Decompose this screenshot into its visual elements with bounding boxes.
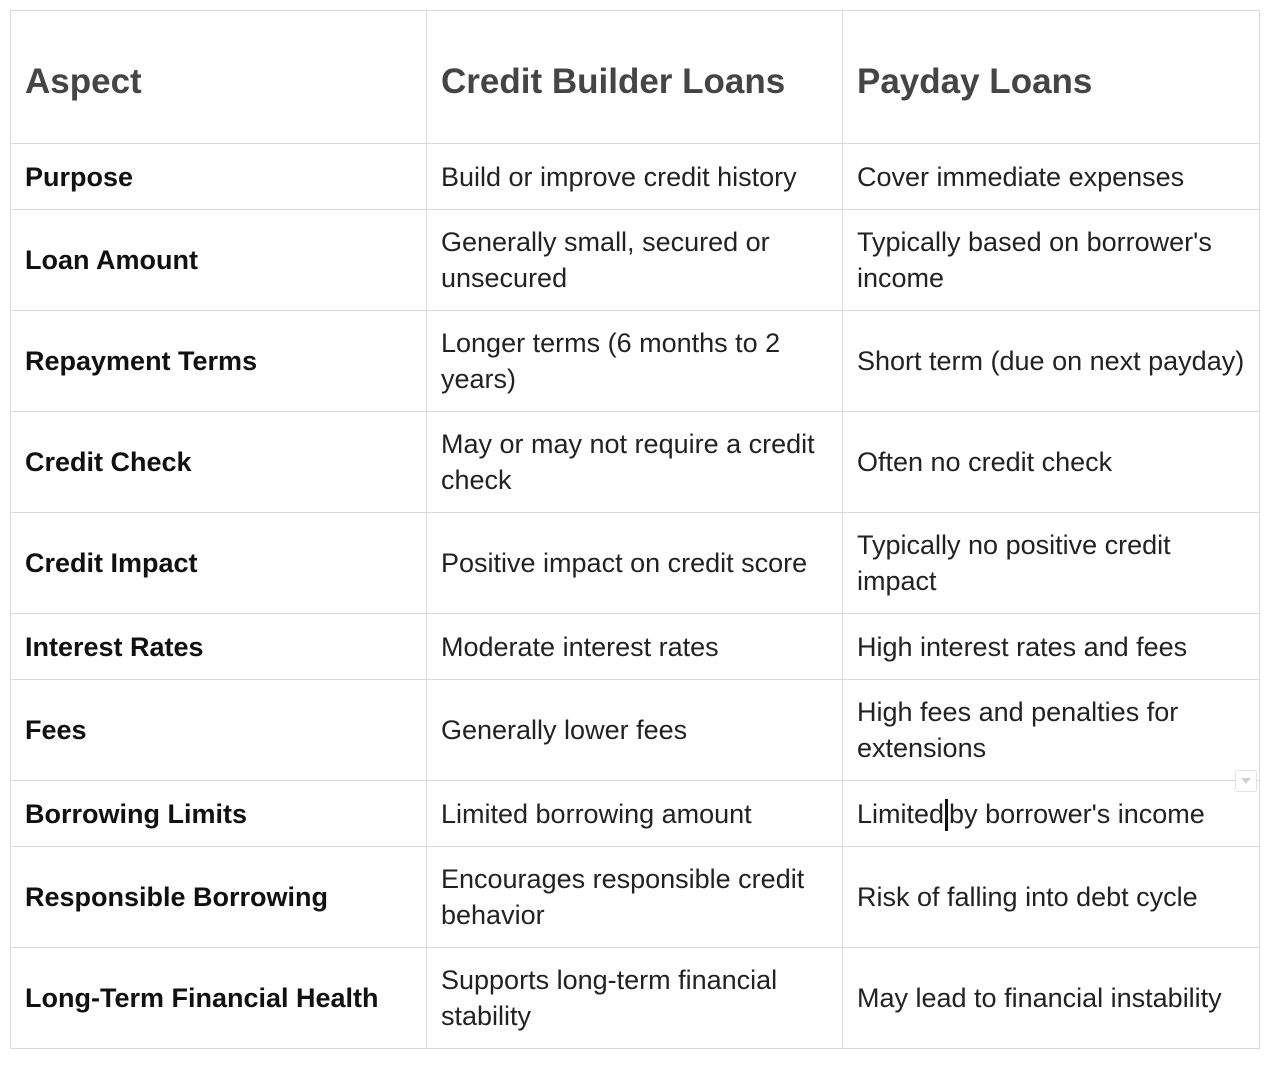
payday-cell-active[interactable] [843,781,1260,847]
comparison-table-container [10,10,1260,1049]
table-row [11,412,1260,513]
header-cell-aspect[interactable]: Aspect [11,11,427,144]
active-cell-content [857,796,1245,832]
payday-cell[interactable]: Short term (due on next payday) [843,311,1260,412]
table-row [11,614,1260,680]
table-row [11,781,1260,847]
table-row [11,210,1260,311]
aspect-cell[interactable]: Responsible Borrowing [11,847,427,948]
aspect-cell[interactable]: Repayment Terms [11,311,427,412]
cell-dropdown-arrow-icon[interactable] [1235,770,1257,792]
aspect-cell[interactable]: Borrowing Limits [11,781,427,847]
credit-builder-cell[interactable]: Generally lower fees [427,680,843,781]
credit-builder-cell[interactable]: Moderate interest rates [427,614,843,680]
payday-cell[interactable]: Cover immediate expenses [843,144,1260,210]
credit-builder-cell[interactable]: Encourages responsible credit behavior [427,847,843,948]
aspect-cell[interactable]: Purpose [11,144,427,210]
credit-builder-cell[interactable]: Build or improve credit history [427,144,843,210]
table-row [11,847,1260,948]
comparison-table [10,10,1260,1049]
payday-cell[interactable]: High interest rates and fees [843,614,1260,680]
payday-cell[interactable]: Typically based on borrower's income [843,210,1260,311]
cell-text-before-cursor: Limited [857,798,945,829]
payday-cell[interactable]: Risk of falling into debt cycle [843,847,1260,948]
payday-cell[interactable]: Often no credit check [843,412,1260,513]
table-row [11,680,1260,781]
payday-cell[interactable]: May lead to financial instability [843,948,1260,1049]
payday-cell[interactable]: Typically no positive credit impact [843,513,1260,614]
credit-builder-cell[interactable]: Longer terms (6 months to 2 years) [427,311,843,412]
header-cell-credit-builder-loans[interactable]: Credit Builder Loans [427,11,843,144]
cell-text-after-cursor: by borrower's income [949,798,1205,829]
aspect-cell[interactable]: Long-Term Financial Health [11,948,427,1049]
aspect-cell[interactable]: Credit Check [11,412,427,513]
table-row [11,144,1260,210]
aspect-cell[interactable]: Fees [11,680,427,781]
table-row [11,311,1260,412]
credit-builder-cell[interactable]: Limited borrowing amount [427,781,843,847]
text-cursor [945,799,948,831]
header-cell-payday-loans[interactable]: Payday Loans [843,11,1260,144]
table-row [11,948,1260,1049]
credit-builder-cell[interactable]: Supports long-term financial stability [427,948,843,1049]
aspect-cell[interactable]: Credit Impact [11,513,427,614]
aspect-cell[interactable]: Interest Rates [11,614,427,680]
credit-builder-cell[interactable]: Generally small, secured or unsecured [427,210,843,311]
payday-cell[interactable]: High fees and penalties for extensions [843,680,1260,781]
credit-builder-cell[interactable]: May or may not require a credit check [427,412,843,513]
aspect-cell[interactable]: Loan Amount [11,210,427,311]
credit-builder-cell[interactable]: Positive impact on credit score [427,513,843,614]
table-row [11,513,1260,614]
header-row [11,11,1260,144]
